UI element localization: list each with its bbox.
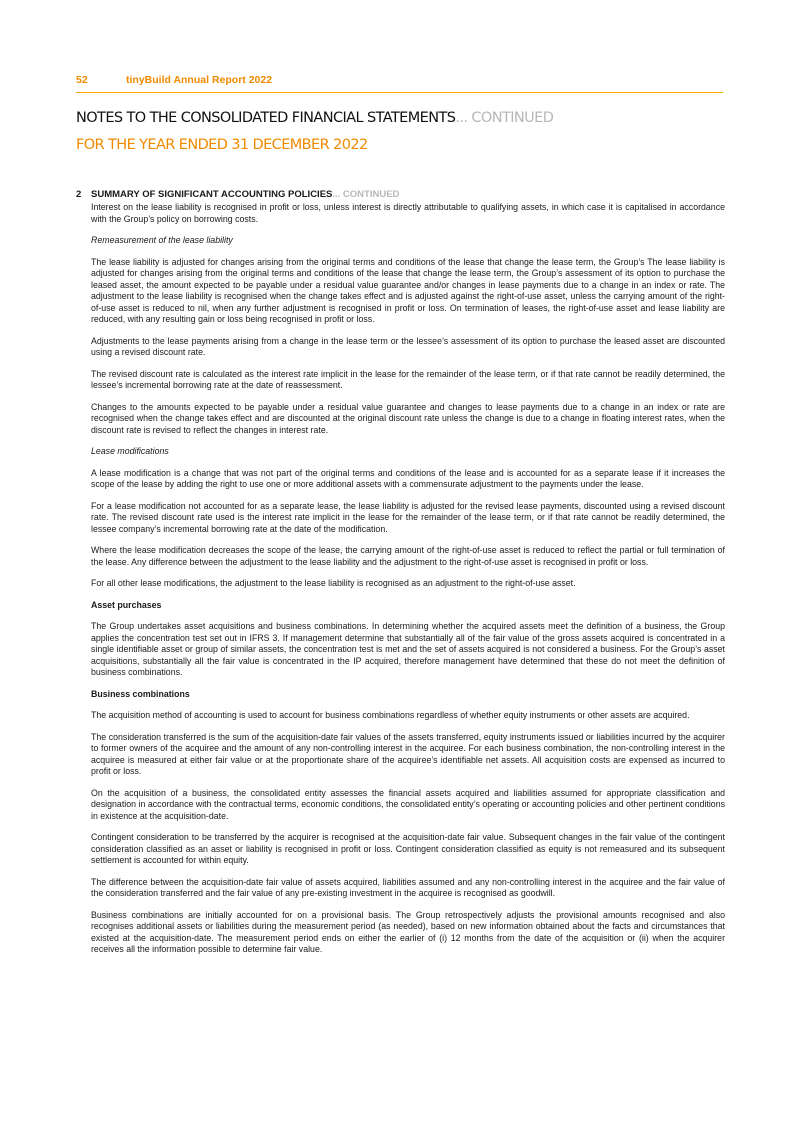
- lease-modifications-heading: Lease modifications: [91, 446, 169, 456]
- body-paragraph: On the acquisition of a business, the consolidated entity assesses the financial assets acquired and liabilities assumed for appropriate classification and designation in accordance with the contractual terms, economic conditions, the consolidated entity’s operating or accounting policies and other pertinent conditions in existence at the acquisition-date.: [91, 787, 725, 821]
- intro-paragraph: Interest on the lease liability is recognised in profit or loss, unless interest is directly attributable to qualifying assets, in which case it is capitalised in accordance with the Group’s policy on borrowing costs.: [91, 202, 725, 224]
- remeasurement-heading: Remeasurement of the lease liability: [91, 235, 233, 245]
- body-paragraph: For a lease modification not accounted for as a separate lease, the lease liability is adjusted for the revised lease payments, discounted using a revised discount rate. The revised discount rate used is the interest rate implicit in the lease for the remainder of the lease term, or if that rate cannot be readily determined, the lessee company’s incremental borrowing rate at the date of the modification.: [91, 500, 725, 534]
- business-combinations-heading: Business combinations: [91, 688, 190, 699]
- body-paragraph: Contingent consideration to be transferred by the acquirer is recognised at the acquisition-date fair value. Subsequent changes in the fair value of the contingent consideration classified as an asset or liability is recognised in profit or loss. Contingent consideration classified as equity is not remeasured and its subsequent settlement is accounted for within equity.: [91, 832, 725, 865]
- section-number: 2: [76, 189, 82, 200]
- report-title: tinyBuild Annual Report 2022: [126, 74, 273, 86]
- page-title-text: NOTES TO THE CONSOLIDATED FINANCIAL STATEMENTS: [76, 110, 456, 126]
- page-subtitle: FOR THE YEAR ENDED 31 DECEMBER 2022: [76, 137, 368, 153]
- section-title: [91, 189, 399, 200]
- body-paragraph: The Group undertakes asset acquisitions and business combinations. In determining whether the acquired assets meet the definition of a business, the Group applies the concentration test set out in IFRS 3. If management determine that substantially all of the fair value of the gross assets acquired is concentrated in a single identifiable asset or group of similar assets, the concentration test is met and the set of assets acquired is not considered a business. For the Group’s asset acquisitions, substantially all the fair value is concentrated in the IP acquired, therefore management have determined that these do not meet the definition of business combinations.: [91, 621, 725, 677]
- section-body: [91, 202, 725, 956]
- section-title-continued: ... CONTINUED: [332, 189, 400, 200]
- page-header: [76, 74, 723, 93]
- body-paragraph: The revised discount rate is calculated as the interest rate implicit in the lease for the remainder of the lease term, or if that rate cannot be readily determined, the lessee’s incremental borrowing rate at the date of reassessment.: [91, 368, 725, 390]
- page-title-continued: ... CONTINUED: [455, 110, 554, 126]
- body-paragraph: The acquisition method of accounting is used to account for business combinations regardless of whether equity instruments or other assets are acquired.: [91, 710, 690, 720]
- body-paragraph: Business combinations are initially accounted for on a provisional basis. The Group retrospectively adjusts the provisional amounts recognised and also recognises additional assets or liabilities during the measurement period (as needed), based on new information obtained about the facts and circumstances that existed at the acquisition-date. The measurement period ends on either the earlier of (i) 12 months from the date of the acquisition or (ii) when the acquirer receives all the information possible to determine fair value.: [91, 909, 725, 954]
- body-paragraph: For all other lease modifications, the adjustment to the lease liability is recognised as an adjustment to the right-of-use asset.: [91, 578, 576, 588]
- body-paragraph: The difference between the acquisition-date fair value of assets acquired, liabilities assumed and any non-controlling interest in the acquiree and the fair value of the consideration transferred and the fair value of any pre-existing investment in the acquiree is recognised as goodwill.: [91, 876, 725, 898]
- body-paragraph: The consideration transferred is the sum of the acquisition-date fair values of the assets transferred, equity instruments issued or liabilities incurred by the acquirer to former owners of the acquiree and the amount of any non-controlling interest in the acquiree. For each business combination, the non-controlling interest in the acquiree is measured at either fair value or at the proportionate share of the acquiree’s identifiable net assets. All acquisition costs are expensed as incurred to profit or loss.: [91, 731, 725, 776]
- body-paragraph: Where the lease modification decreases the scope of the lease, the carrying amount of the right-of-use asset is reduced to reflect the partial or full termination of the lease. Any difference between the adjustment to the lease liability and the adjustment to the right-of-use asset is recognised in profit or loss.: [91, 545, 725, 567]
- body-paragraph: A lease modification is a change that was not part of the original terms and conditions of the lease and is accounted for as a separate lease if it increases the scope of the lease by adding the right to use one or more additional assets with a commensurate adjustment to the payments under the lease.: [91, 467, 725, 489]
- asset-purchases-heading: Asset purchases: [91, 599, 162, 610]
- page-number: 52: [76, 74, 88, 86]
- section-title-text: SUMMARY OF SIGNIFICANT ACCOUNTING POLICIES: [91, 189, 333, 200]
- body-paragraph: The lease liability is adjusted for changes arising from the original terms and conditions of the lease that change the lease term, the Group’s The lease liability is adjusted for changes arising from the original terms and conditions of the lease that change the lease term, the Group’s assessment of its option to purchase the leased asset, the amount expected to be payable under a residual value guarantee and/or changes in lease payments due to a change in an index or rate. The adjustment to the lease liability is recognised when the change takes effect and is adjusted against the right-of-use asset, unless the carrying amount of the right-of-use asset is reduced to nil, when any further adjustment is recognised in profit or loss. On termination of leases, the right-of-use asset and lease liability are reduced, with any resulting gain or loss being recognised in profit or loss.: [91, 256, 725, 324]
- page-title: [76, 110, 553, 126]
- body-paragraph: Adjustments to the lease payments arising from a change in the lease term or the lessee’s assessment of its option to purchase the leased asset are discounted using a revised discount rate.: [91, 335, 725, 357]
- body-paragraph: Changes to the amounts expected to be payable under a residual value guarantee and changes to lease payments due to a change in an index or rate are recognised when the change takes effect and are discounted at the original discount rate unless the change is due to a change in floating interest rates, when the discount rate is revised to reflect the changes in interest rate.: [91, 401, 725, 435]
